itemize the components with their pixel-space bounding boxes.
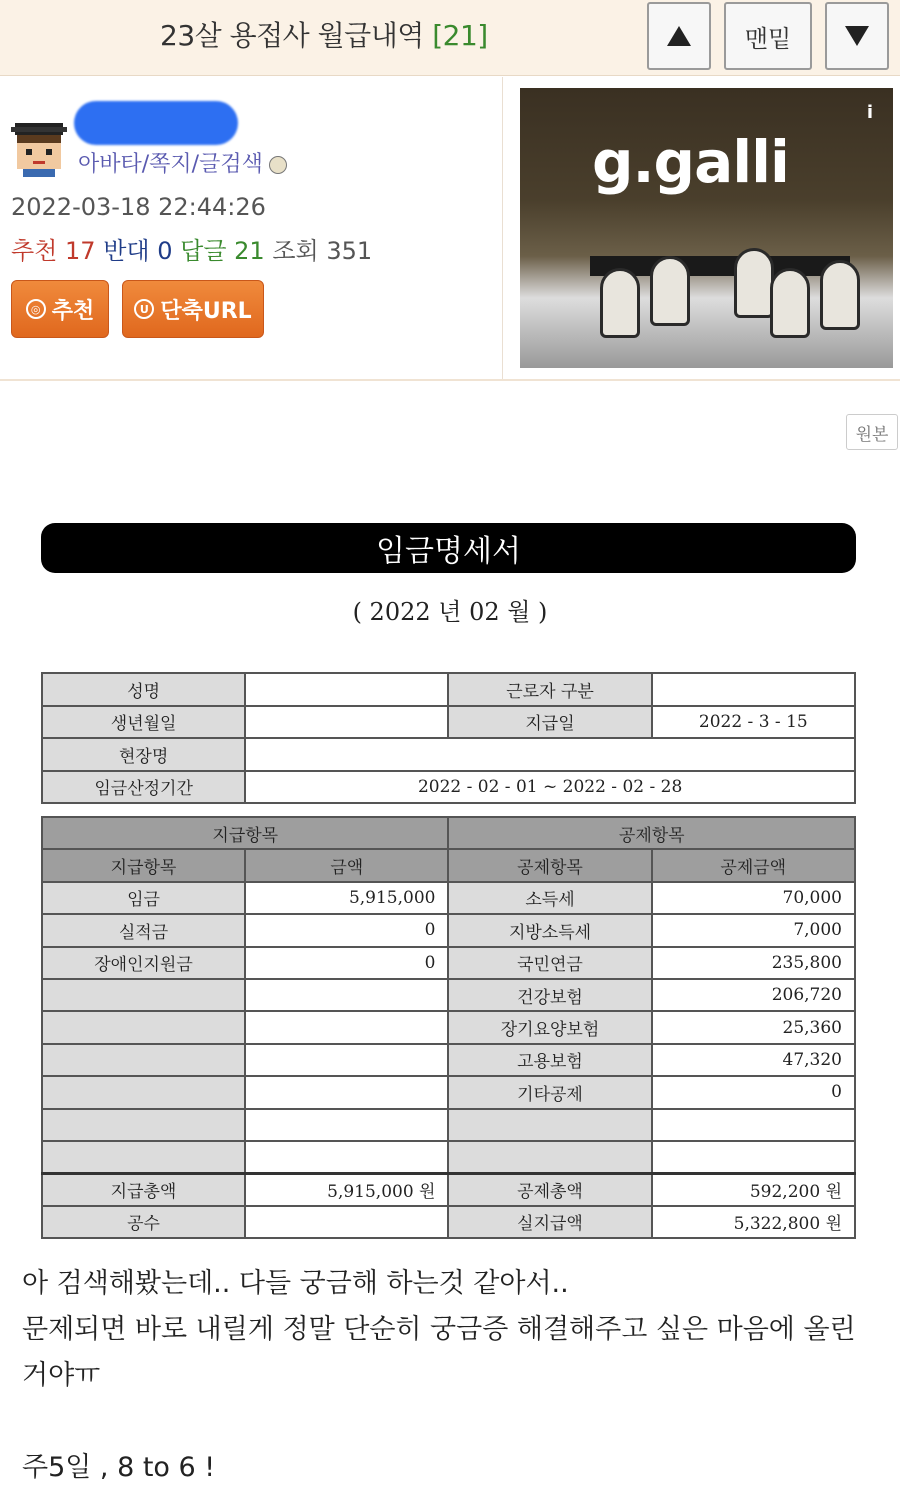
ad-brand: g.galli: [592, 128, 789, 196]
pay-item: 실적금: [42, 914, 245, 946]
pay-amount: [245, 979, 448, 1011]
reply-total: 21: [234, 237, 265, 265]
post-title: [160, 14, 488, 54]
post-body-line: 아 검색해봤는데.. 다들 궁금해 하는것 같아서..: [22, 1268, 569, 1299]
worker-type-value: [652, 673, 855, 706]
pay-amount: [245, 1011, 448, 1043]
short-url-button[interactable]: [122, 280, 264, 338]
name-label: 성명: [42, 673, 245, 706]
col-amount: 금액: [245, 849, 448, 881]
site-label: 현장명: [42, 738, 245, 771]
url-icon: U: [134, 299, 154, 319]
payslip-pay-table: [41, 816, 856, 1239]
recommend-count: 17: [65, 237, 96, 265]
recommend-label: 추천: [11, 237, 58, 265]
net-pay: 5,322,800 원: [652, 1206, 855, 1238]
recommend-button-label: 추천: [51, 298, 95, 324]
col-deduct-item: 공제항목: [448, 849, 651, 881]
col-deduct-amount: 공제금액: [652, 849, 855, 881]
birth-label: 생년월일: [42, 706, 245, 739]
deduct-item: 장기요양보험: [448, 1011, 651, 1043]
payday-value: 2022 - 3 - 15: [652, 706, 855, 739]
deduct-item: 지방소득세: [448, 914, 651, 946]
deduct-amount: 7,000: [652, 914, 855, 946]
reply-count[interactable]: [21]: [432, 19, 488, 52]
post-body-line: 거야ㅠ: [22, 1360, 101, 1391]
pay-total-label: 지급총액: [42, 1173, 245, 1205]
pay-item: [42, 1044, 245, 1076]
deduct-amount: 25,360: [652, 1011, 855, 1043]
deduct-total: 592,200 원: [652, 1173, 855, 1205]
deduct-amount: 235,800: [652, 947, 855, 979]
deduct-amount: [652, 1109, 855, 1141]
table-row: [42, 882, 855, 914]
pay-section-header: 지급항목: [42, 817, 448, 849]
recommend-button[interactable]: [11, 280, 109, 338]
deduct-amount: [652, 1141, 855, 1173]
net-pay-label: 실지급액: [448, 1206, 651, 1238]
up-arrow-icon: [667, 26, 691, 46]
deduct-amount: 47,320: [652, 1044, 855, 1076]
recommend-icon: ◎: [26, 299, 46, 319]
post-body-line: 문제되면 바로 내릴게 정말 단순히 궁금증 해결해주고 싶은 마음에 올린: [22, 1314, 856, 1345]
pay-item: [42, 1141, 245, 1173]
table-row: [42, 1109, 855, 1141]
table-row: [42, 1141, 855, 1173]
deduct-amount: 0: [652, 1076, 855, 1108]
totals-row: [42, 1173, 855, 1205]
col-pay-item: 지급항목: [42, 849, 245, 881]
deduct-section-header: 공제항목: [448, 817, 855, 849]
period-label: 임금산정기간: [42, 771, 245, 804]
post-stats: [11, 231, 372, 266]
table-row: [42, 979, 855, 1011]
period-value: 2022 - 02 - 01 ~ 2022 - 02 - 28: [245, 771, 855, 804]
deduct-item: 기타공제: [448, 1076, 651, 1108]
reply-label: 답글: [180, 237, 227, 265]
deduct-amount: 206,720: [652, 979, 855, 1011]
deduct-item: 건강보험: [448, 979, 651, 1011]
table-row: [42, 914, 855, 946]
pay-total: 5,915,000 원: [245, 1173, 448, 1205]
divider: [0, 379, 900, 381]
pay-item: 장애인지원금: [42, 947, 245, 979]
short-url-button-label: 단축URL: [160, 298, 252, 324]
oppose-count: 0: [157, 237, 173, 265]
pay-amount: [245, 1141, 448, 1173]
name-value: [245, 673, 448, 706]
pay-item: [42, 1076, 245, 1108]
pay-item: [42, 1109, 245, 1141]
pay-item: 임금: [42, 882, 245, 914]
deduct-item: [448, 1141, 651, 1173]
pay-amount: 0: [245, 914, 448, 946]
post-body-line: 주5일 , 8 to 6 !: [22, 1452, 216, 1483]
ad-chair-graphic: [770, 268, 810, 338]
down-arrow-icon: [845, 26, 869, 46]
net-row: [42, 1206, 855, 1238]
ad-banner[interactable]: [520, 88, 893, 368]
table-row: [42, 1011, 855, 1043]
ad-chair-graphic: [820, 260, 860, 330]
scroll-up-button[interactable]: [647, 2, 711, 70]
payslip-title: 임금명세서: [41, 523, 856, 573]
table-row: [42, 1076, 855, 1108]
deduct-item: 소득세: [448, 882, 651, 914]
payslip-info-table: [41, 672, 856, 804]
hours-value: [245, 1206, 448, 1238]
site-value: [245, 738, 855, 771]
oppose-label: 반대: [103, 237, 150, 265]
post-datetime: 2022-03-18 22:44:26: [11, 193, 266, 221]
ad-chair-graphic: [600, 268, 640, 338]
pay-amount: 5,915,000: [245, 882, 448, 914]
payslip-month: ( 2022 년 02 월 ): [352, 598, 548, 626]
table-row: [42, 1044, 855, 1076]
ad-info-icon[interactable]: i: [866, 102, 873, 123]
author-links-text[interactable]: 아바타/쪽지/글검색: [78, 152, 263, 177]
top-bar: [0, 0, 900, 76]
deduct-amount: 70,000: [652, 882, 855, 914]
deduct-item: 고용보험: [448, 1044, 651, 1076]
level-badge-icon: [269, 156, 287, 174]
ad-chair-graphic: [650, 256, 690, 326]
avatar[interactable]: [11, 121, 67, 177]
deduct-total-label: 공제총액: [448, 1173, 651, 1205]
table-row: [42, 947, 855, 979]
pay-item: [42, 1011, 245, 1043]
deduct-item: [448, 1109, 651, 1141]
author-panel: [0, 77, 503, 379]
scroll-down-button[interactable]: [825, 2, 889, 70]
pay-amount: [245, 1044, 448, 1076]
pay-amount: [245, 1109, 448, 1141]
scroll-bottom-button[interactable]: 맨밑: [724, 2, 812, 70]
deduct-item: 국민연금: [448, 947, 651, 979]
pay-item: [42, 979, 245, 1011]
view-label: 조회: [272, 237, 319, 265]
payday-label: 지급일: [448, 706, 651, 739]
birth-value: [245, 706, 448, 739]
redacted-username: [74, 101, 238, 145]
ad-chair-graphic: [734, 248, 774, 318]
pay-amount: 0: [245, 947, 448, 979]
author-links[interactable]: [78, 147, 287, 178]
worker-type-label: 근로자 구분: [448, 673, 651, 706]
post-title-text: 23살 용접사 월급내역: [160, 19, 424, 52]
pay-amount: [245, 1076, 448, 1108]
view-count: 351: [326, 237, 373, 265]
original-image-button[interactable]: 원본: [846, 414, 898, 450]
hours-label: 공수: [42, 1206, 245, 1238]
